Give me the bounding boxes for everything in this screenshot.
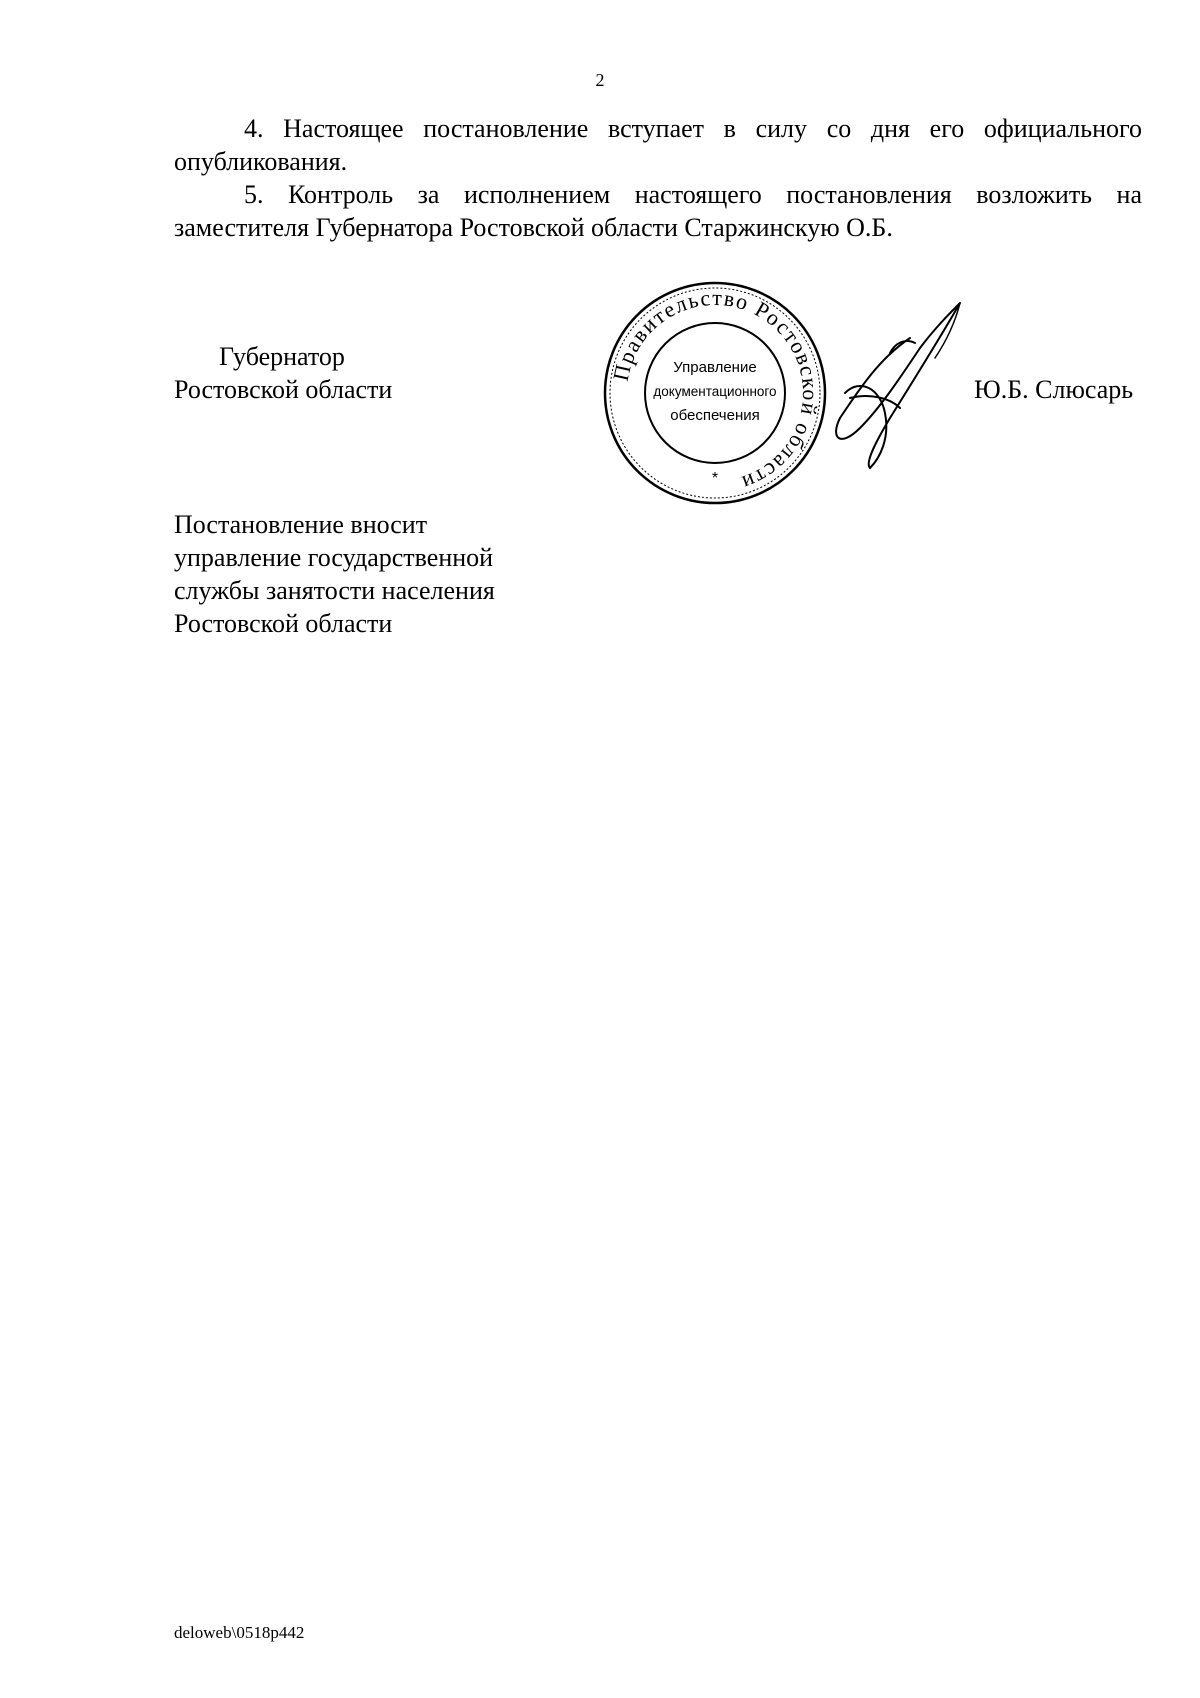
submission-note (174, 508, 495, 640)
paragraph-item-5: 5. Контроль за исполнением настоящего постановления возложить на заместителя Губернатора Ростовской области Старжинскую О.Б. (174, 180, 1142, 242)
seal-outer-text: Правительство Ростовской области (607, 284, 824, 497)
signatory-title (174, 340, 392, 406)
seal-inner-line3: обеспечения (670, 407, 760, 424)
seal-inner-line1: Управление (673, 359, 757, 376)
seal-star: * (711, 470, 719, 487)
body-text (174, 112, 1142, 244)
signatory-title-line2: Ростовской области (174, 375, 393, 404)
note-line: службы занятости населения (174, 576, 495, 605)
document-code: deloweb\0518p442 (174, 1623, 305, 1642)
signatory-name: Ю.Б. Слюсарь (974, 375, 1134, 404)
signatory-title-line1: Губернатор (219, 342, 345, 371)
handwritten-signature-icon (820, 298, 970, 478)
page-number: 2 (595, 70, 605, 90)
note-line: управление государственной (174, 543, 494, 572)
seal-inner-line2: документационного (653, 384, 777, 399)
note-line: Постановление вносит (174, 510, 428, 539)
note-line: Ростовской области (174, 609, 393, 638)
paragraph-item-4: 4. Настоящее постановление вступает в силу со дня его официального опубликования. (174, 114, 1142, 176)
official-seal-icon (600, 278, 830, 508)
